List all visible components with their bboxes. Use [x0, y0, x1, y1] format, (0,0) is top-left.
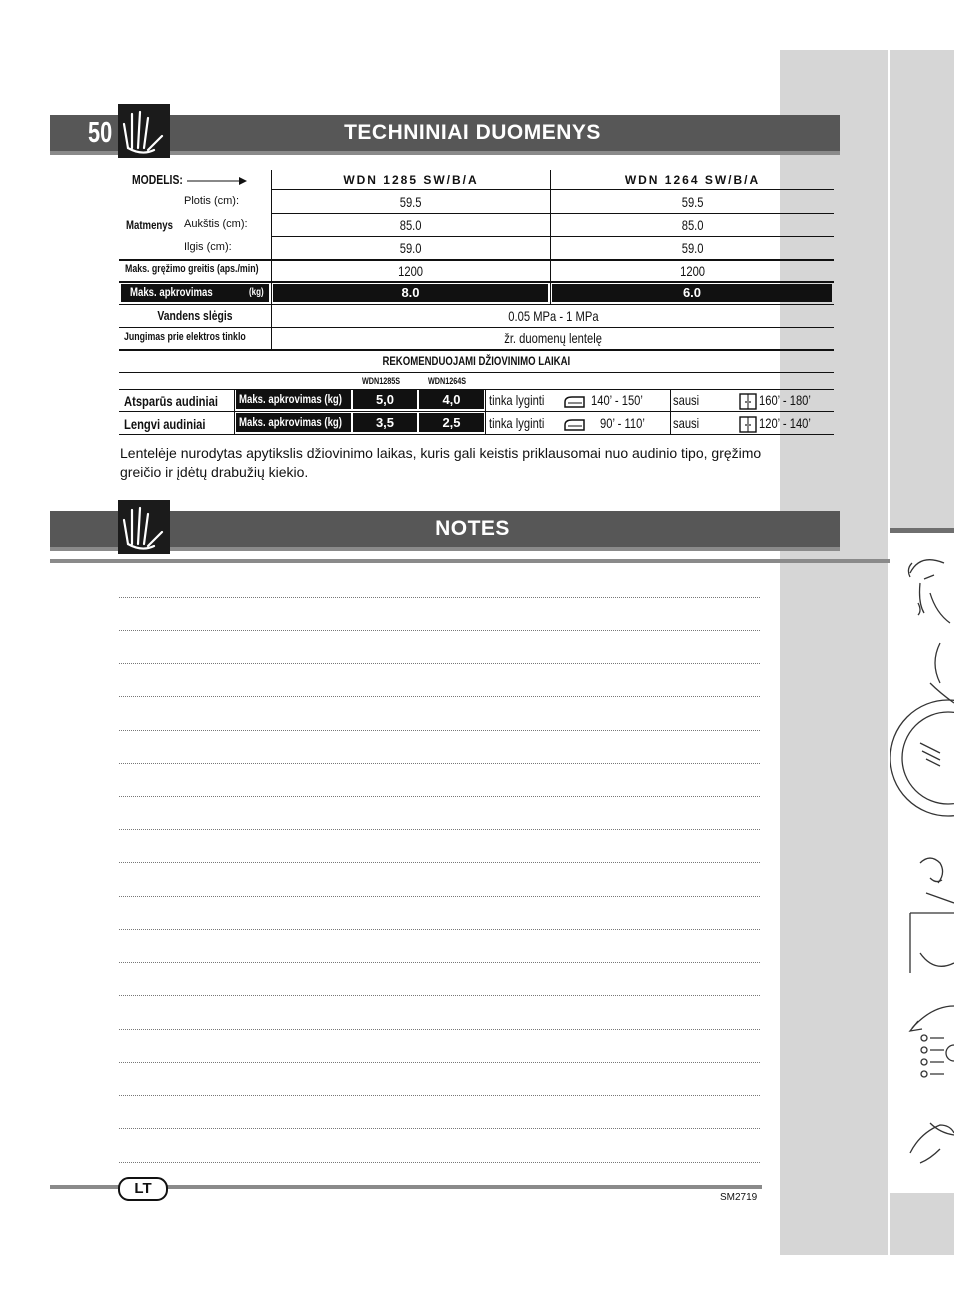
dry-time-2: 120’ - 140’: [759, 415, 811, 431]
iron-label-2: tinka lyginti: [489, 415, 545, 431]
note-line: [119, 630, 760, 631]
note-line: [119, 1029, 760, 1030]
page-number: 50: [88, 117, 113, 149]
note-line: [119, 829, 760, 830]
dimensions-label: Matmenys: [126, 218, 173, 232]
arrow-right-icon: [187, 176, 247, 186]
spin-b: 1200: [680, 263, 705, 279]
dry-time-1: 160’ - 180’: [759, 392, 811, 408]
drying-col-b: WDN1264S: [428, 376, 467, 386]
spin-a: 1200: [398, 263, 424, 279]
width-b: 59.5: [681, 194, 704, 210]
language-badge: LT: [118, 1177, 168, 1201]
document-code: SM2719: [720, 1192, 758, 1203]
power-value: žr. duomenų lentelę: [504, 330, 602, 346]
note-line: [119, 995, 760, 996]
note-line: [119, 929, 760, 930]
specs-table: [119, 170, 834, 435]
note-line: [119, 1062, 760, 1063]
note-line: [119, 763, 760, 764]
section-title-notes: NOTES: [435, 517, 510, 540]
drying-load-label-1: Maks. apkrovimas (kg): [236, 390, 351, 409]
drying-b-1: 4,0: [419, 390, 484, 409]
section-title-technical-data: TECHNINIAI DUOMENYS: [344, 121, 601, 144]
wardrobe-icon: [739, 393, 757, 410]
note-line: [119, 1162, 760, 1163]
load-a: 8.0: [273, 284, 548, 302]
drying-col-a: WDN1285S: [362, 376, 401, 386]
dim-label-width: Plotis (cm):: [184, 195, 239, 207]
pressure-label: Vandens slėgis: [157, 308, 233, 323]
spin-label: Maks. gręžimo greitis (aps./min): [125, 263, 259, 275]
wardrobe-icon: [739, 416, 757, 433]
power-label: Jungimas prie elektros tinklo: [124, 331, 246, 343]
drying-title: REKOMENDUOJAMI DŽIOVINIMO LAIKAI: [382, 354, 571, 368]
drying-a-2: 3,5: [353, 413, 417, 432]
notes-top-rule: [50, 559, 890, 563]
dim-label-height: Aukštis (cm):: [184, 218, 248, 230]
height-b: 85.0: [681, 217, 704, 233]
width-a: 59.5: [400, 194, 422, 210]
depth-b: 59.0: [681, 240, 704, 256]
note-line: [119, 730, 760, 731]
drying-load-label-2: Maks. apkrovimas (kg): [236, 413, 351, 432]
drying-note: Lentelėje nurodytas apytikslis džiovinimo laikas, kuris gali keistis priklausomai nuo audinio tipo, gręžimo greičio ir įdėtų drabužių kiekio.: [120, 445, 762, 480]
drying-fabric-2: Lengvi audiniai: [124, 416, 206, 432]
hand-icon: [118, 500, 170, 554]
model-label: MODELIS:: [132, 172, 183, 187]
drying-fabric-1: Atsparūs audiniai: [124, 393, 218, 409]
depth-a: 59.0: [400, 240, 422, 256]
model-b-header: WDN 1264 SW/B/A: [624, 173, 761, 187]
note-line: [119, 597, 760, 598]
dry-label-1: sausi: [673, 392, 700, 408]
note-line: [119, 896, 760, 897]
note-line: [119, 1128, 760, 1129]
note-line: [119, 1095, 760, 1096]
iron-icon: [564, 416, 586, 432]
note-line: [119, 663, 760, 664]
note-line: [119, 862, 760, 863]
height-a: 85.0: [400, 217, 422, 233]
dry-label-2: sausi: [673, 415, 700, 431]
side-illustration-panel: [890, 528, 954, 1193]
drying-a-1: 5,0: [353, 390, 417, 409]
note-line: [119, 962, 760, 963]
drying-b-2: 2,5: [419, 413, 484, 432]
note-line: [119, 696, 760, 697]
iron-time-1: 140’ - 150’: [591, 392, 643, 408]
load-b: 6.0: [552, 284, 832, 302]
dim-label-depth: Ilgis (cm):: [184, 241, 232, 253]
pressure-value: 0.05 MPa - 1 MPa: [507, 308, 599, 324]
load-label-cell: Maks. apkrovimas (kg): [121, 284, 269, 302]
iron-label-1: tinka lyginti: [489, 392, 545, 408]
washing-illustrations: [890, 533, 954, 1193]
note-line: [119, 796, 760, 797]
iron-time-2: 90’ - 110’: [600, 415, 645, 431]
hand-icon: [118, 104, 170, 158]
model-a-header: WDN 1285 SW/B/A: [343, 173, 479, 187]
iron-icon: [564, 393, 586, 409]
